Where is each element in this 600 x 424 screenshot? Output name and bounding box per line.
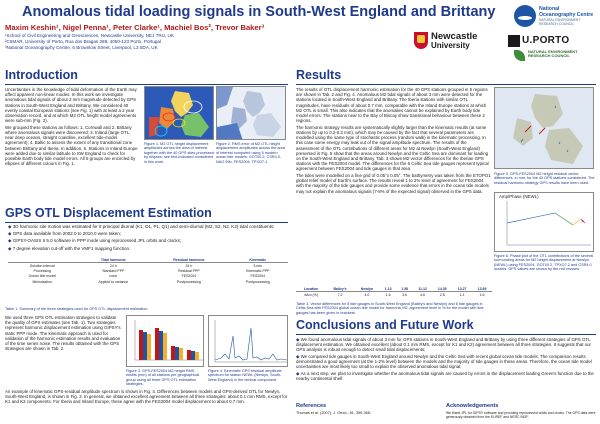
noc-disc-icon (514, 5, 536, 27)
porto-logo-text: U.PORTO (522, 35, 570, 46)
figure-3-chart (126, 315, 204, 367)
porto-box-icon (508, 35, 520, 47)
noc-logo-sub: NATURAL ENVIRONMENT RESEARCH COUNCIL (539, 18, 581, 26)
figure-4-chart (208, 315, 288, 367)
nerc-logo (514, 49, 594, 63)
table-1-header: Kinematic (228, 257, 288, 263)
table-row: Ocean tide model none FES2004 FES2004 (28, 274, 266, 279)
table-1 (8, 257, 288, 305)
gps-bullet: ◆ 7 degree elevation cut-off with the VMF1 mapping function. (8, 245, 131, 251)
rms-misfit-bars (127, 316, 204, 367)
newcastle-logo-line2: University (431, 41, 470, 50)
table-3-grid: Location Bailey's Newlyn 1.13 1.58 11.12 14.35 13.27 13.89 dAm (%) 7.2 4.0 1.6 3.6 4.6 2.8 1.1 1.6 (296, 286, 492, 298)
figure-5-caption: Figure 5. GPS-FES2004 M2 height residual vector differences, in mm, for the 40 GPS stations considered. The residual harmonic strategy GPS results have been used. (494, 172, 595, 185)
gps-text-left (5, 315, 123, 387)
newcastle-shield-icon (414, 32, 428, 49)
nerc-logo-text: NATURAL ENVIRONMENT RESEARCH COUNCIL (528, 49, 578, 59)
gps-bullet: ◆ GIPSY-OASIS II 5.0 software in PPP mode using reprocessed JPL orbits and clocks; (8, 238, 182, 244)
acknowledgements-heading: Acknowledgements (446, 403, 499, 409)
acknowledgements-text: We thank JPL for GIPSY software and providing reprocessed orbits and clocks. The GPS data were generously obtained from the EUREF and NERC BIGF. (446, 411, 596, 419)
noc-logo (514, 3, 596, 31)
figure-2-caption: Figure 2. RMS error of M2 OTL height displacement amplitudes across the area of interest computed using 5 modern ocean tide models: GOT00.2, CSR4.0, NAO.99b, FES2004, TPXO7.1. (216, 142, 286, 164)
newcastle-logo (414, 31, 502, 51)
affiliation-3: ³National Oceanography Centre, 6 Brownlow Street, Liverpool, L3 5DA, UK (5, 45, 158, 50)
figure-1-map (144, 86, 214, 140)
nerc-leaf-icon (514, 50, 525, 61)
conclusions-heading: Conclusions and Future Work (296, 318, 474, 332)
bullet-icon: ◆ (296, 371, 301, 376)
results-paragraph: The harmonic strategy results are systematically slightly larger than the kinematic results (at some stations by up to 0.2-0.3 mm), which may be caused by the fact that several parameters are modelled using the same type of stochastic process (random walk) in the kinematic processing. In this case some energy may leak out of the signal amplitude spectrum. The results of the assessment of the OTL contributions of different areas for M2 at Newlyn (South-West England) presented in Fig. 5 show that the areas around Newlyn and the Celtic Sea are dominant for loading on the South-West England and Brittany. Tab. 3 shows M2 vector differences for the Iberian GPS stations with the FES2004 model. The differences for the 6 Celtic Sea tide gauges represent typical agreement between FES2004 and tide gauges in that area. (296, 124, 489, 172)
results-paragraph: The tides were modelled on a fine grid of 0.05°x 0.05°. The bathymetry was taken from the ETOPO1 global relief model of Earth's surface. The results reveal 1 to 2% level of agreement for FES2004 with the majority of the tide gauges and provide some evidence that errors in the ocean tide models may not explain the anomalous signals (7-8% of the expected signal) observed in the GPS data. (296, 173, 491, 194)
noc-logo-name: National Oceanography Centre (539, 6, 594, 18)
phase-plot (495, 193, 594, 252)
intro-paragraph: We grouped these stations as follows: 1. Cornwall and 2. Brittany where anomalous signals were discovered; 3. Inland (large OTL, near deep oceans, straight coastline, excellent tide-model agreement); 4. Baltic to assess the extent of any transitional zone between Brittany and Iberia. In addition, 6. Stations in Inland Europe were added due to similar latitude to SW England to check for possible Earth body tide model errors. All 5 groups are encircled by ellipses of different colours in Fig. 1. (5, 124, 138, 167)
bullet-icon: ◆ (8, 238, 13, 244)
gps-text-bottom (5, 389, 288, 421)
intro-paragraph: Uncertainties in the knowledge of tidal deformation of the Earth may affect apparent non-linear modes. In this work we investigate anomalous tidal signals of about 3 mm magnitude detected by GPS stations in South-West England and Brittany. We considered 40 evenly coastal European stations (see Fig. 1) with at least a 2 year observation record, and at which M2 OTL height model agreements were sub-mm (Fig. 2). (5, 87, 137, 124)
affiliation-1: ¹School of Civil Engineering and Geosciences, Newcastle University, NE1 7RU, UK (5, 33, 174, 38)
svg-text:×: × (581, 219, 584, 225)
bullet-icon: ◆ (8, 245, 13, 251)
table-1-caption: Table 1. Summary of the three strategies used for GPS OTL displacement estimation. (5, 307, 149, 311)
table-row: Minimisation Applied to variance Postprocessing Postprocessing (32, 279, 270, 284)
bullet-icon: ◆ (8, 224, 13, 229)
gps-bullet: ◆ GPS data available from 2002.0 to 2010.0 were taken; (8, 231, 122, 237)
table-row: dAm (%) 7.2 4.0 1.6 3.6 4.6 2.8 1.1 1.6 (304, 292, 485, 297)
newcastle-logo-line1: Newcastle (431, 31, 478, 42)
results-text (296, 87, 491, 285)
gps-bullets (8, 223, 288, 252)
intro-text (5, 87, 140, 202)
bullet-icon: ◆ (296, 354, 301, 359)
gps-bullet: ◆ 3D harmonic site motion was estimated for 8 principal diurnal (K1, O1, P1, Q1) and semi-diurnal (M2, S2, N2, K2) tidal constituents; (8, 224, 275, 229)
results-heading: Results (296, 68, 342, 82)
results-paragraph: The results of OTL displacement harmonic estimation for the 40 GPS stations grouped in 5 regions are shown in Tab. 2 and Fig. 4. Anomalous M2 tidal signals of about 3 mm were detected for the stations located in South-West England and Brittany. The Iberia stations with similar OTL magnitudes, have residuals of about 0.7 mm, comparable with the Inland Europe stations at which M2 OTL is small. This also indicates that the anomalies cannot be explained by Earth body tide model errors. The stations near to the Bay of Biscay show transitional behaviour between these 2 regions. (296, 87, 488, 124)
figure-3-caption: Figure 3. GPS-FES2004 M2 height RMS misfits (mm) of all stations per geographical group using all three GPS OTL estimation strategies. (126, 369, 200, 387)
poster-title: Anomalous tidal loading signals in South-West England and Brittany (22, 4, 496, 20)
gps-heading: GPS OTL Displacement Estimation (5, 206, 212, 220)
figure-5-map (494, 87, 594, 169)
conclusion-item: ◆ As a next step, we plan to investigate whether the anomalous tidal signals are caused by errors in the displacement loading Green's function due to the nearby continental shelf. (296, 371, 594, 382)
conclusion-item: ◆ We found anomalous tidal signals of about 3 mm for GPS stations in South-West England and Brittany by using three different strategies of GPS OTL displacement estimation. We obtained excellent (about 0.1 mm RMS, except for K1 and K2) agreement between all three strategies. It suggests that our GPS analysis is robust enough to detect small tidal displacements; (296, 337, 591, 353)
table-3-caption: Table 3. Vector differences for 8 tide gauges in South-West England (Bailey's and Newlyn) and 6 tide gauges in Celtic Sea with FES2004 global ocean tide model for harmonic M2. Agreement level in % for the model with tide gauges has been given in brackets. (296, 302, 484, 315)
poster-authors: Maxim Keshin¹, Nigel Penna¹, Peter Clarke¹, Machiel Bos², Trevor Baker³ (5, 23, 265, 32)
conclusion-item: ◆ We compared tide gauges in South-West England around Newlyn and the Celtic Sea with recent global ocean tide models. The comparison results demonstrated a good agreement (at the 1-2% level) between the models and the majority of tide gauges in these areas. Therefore, the ocean tide model uncertainties are most likely too small to explain the observed anomalous tidal signal; (296, 354, 592, 370)
table-1-header: Tidal harmonic (76, 257, 150, 263)
figure-6-caption: Figure 6. Phase plot of the OTL contributions of the several surrounding areas for M2 height displacement at Newlyn (NEWL) using FES2004, GOT00.2, TPXO7.2 and CSR4.0 models. GPS values are shown by the red crosses. (494, 254, 594, 272)
references-text: Thomas et al. (2007), J. Geod., 81, 359-368. (296, 411, 371, 415)
intro-rule (5, 84, 288, 85)
otl-amplitude-map (145, 87, 214, 140)
figure-1-caption: Figure 1. M2 OTL height displacement amplitudes across the area of interest together with the 40 GPS sites processed by ellipses; see text.Indicated considered in this work. (144, 142, 214, 164)
residual-vector-map (495, 88, 594, 169)
results-rule (296, 84, 596, 85)
rms-error-map (217, 87, 286, 140)
figure-2-map (216, 86, 286, 140)
conclusions-rule (296, 334, 596, 335)
figure-4-caption: Figure 4. Kinematic GPS residual amplitude spectrum for station NEWL (Newlyn, South-West England) in the vertical component. (208, 369, 282, 382)
intro-heading: Introduction (5, 68, 78, 82)
table-3 (296, 286, 492, 300)
gps-paragraph: An example of kinematic GPS-residual amplitude spectrum is shown in Fig. 4. Differences between models and GPS-derived OTL for Newlyn, South-West England, is shown in Fig. 3. In general, we obtained excellent agreement between all three strategies: about 0.1 mm RMS, except for K1 and K2 components. For Iberia and Inland Europe, these agree with the FES2004 model displacement to about 0.7 mm. (5, 389, 288, 405)
bullet-icon: ◆ (8, 231, 13, 237)
conclusions-bullets (296, 337, 596, 401)
table-row: Processing Standard PPP Residual PPP Kinematic PPP (33, 269, 270, 274)
amplitude-spectrum (209, 316, 288, 367)
table-1-grid (8, 257, 288, 284)
references-heading: References (296, 403, 327, 409)
bullet-icon: ◆ (296, 337, 301, 342)
figure-6-chart (494, 192, 594, 252)
porto-logo (508, 35, 594, 48)
affiliation-2: ²CIIMAR, University of Porto, Rua dos Bragas 289, 4050-123 Porto, Portugal (5, 39, 162, 44)
table-row: Solution interval 24 h 24 h 5 min (29, 263, 263, 268)
gps-paragraph: We used three GPS OTL estimation strategies to validate the quality of GPS estimates (see Tab. 1). Two strategies represent harmonic displacement estimation using GIPSY's static PPP mode. The kinematic approach is used for validation of the harmonic estimation results and evaluation of the time series noise. The results obtained with the GPS strategies are shown in Tab. 2. (5, 315, 121, 352)
table-1-header: Residual harmonic (150, 257, 227, 263)
figure-6-title: Amp/Phase (NEWL) (499, 194, 539, 199)
